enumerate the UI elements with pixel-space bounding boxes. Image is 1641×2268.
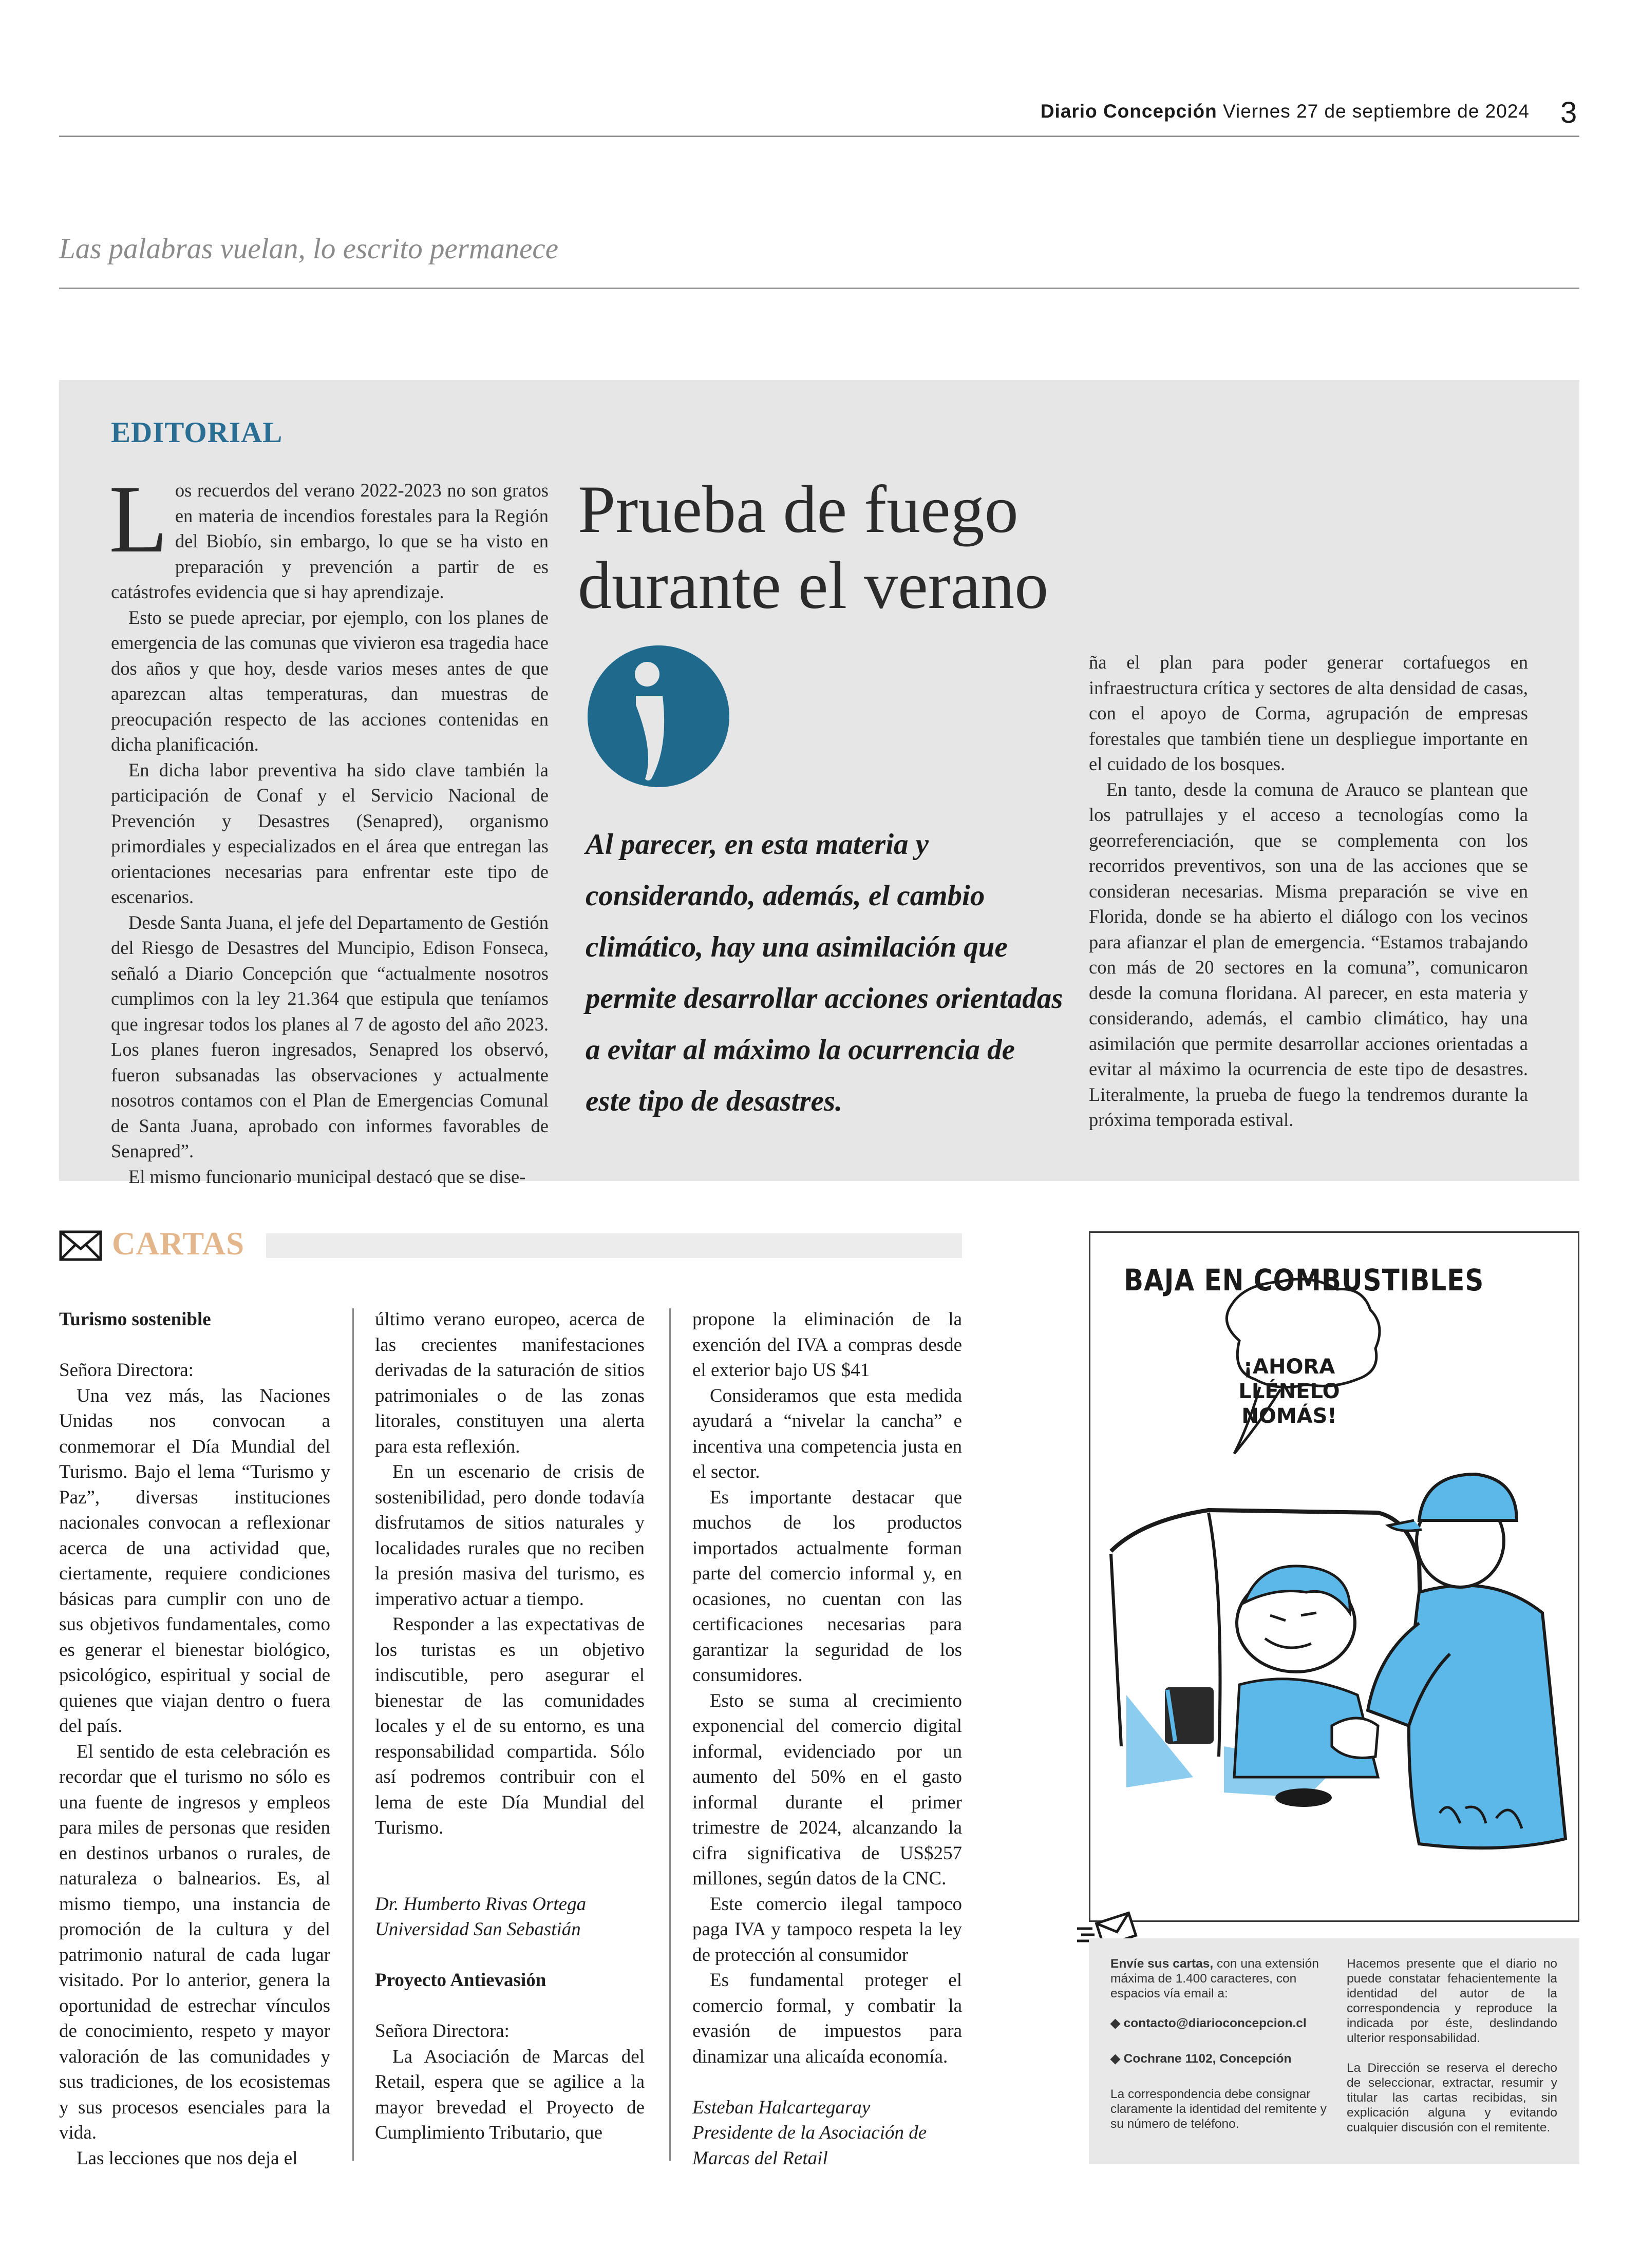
editorial-title-line: Prueba de fuego [578,471,1018,547]
column-divider [669,1308,671,2161]
letter-paragraph: Una vez más, las Naciones Unidas nos convocan a conmemorar el Día Mundial del Turismo. Bajo el lema “Turismo y Paz”, diversas instituciones nacionales convocan a reflexionar acerca de una actividad que, ciertamente, requiere condiciones básicas para cumplir con uno de sus objetivos fundamentales, como es generar el bienestar biológico, psicológico, espiritual y social de quienes que viajan dentro o fuera del país. [59,1385,330,1737]
letter-author: Esteban Halcartegaray [692,2097,871,2118]
info-icon [587,644,730,788]
letter-affiliation: Universidad San Sebastián [375,1919,581,1940]
cartoon-illustration [1090,1233,1578,1920]
cartas-label: CARTAS [112,1226,245,1262]
editorial-paragraph: os recuerdos del verano 2022-2023 no son gratos en materia de incendios forestales para la Región del Biobío, sin embargo, lo que se ha visto en preparación y prevención a partir de es catástrofes evidencia que si hay aprendizaje. [111,480,549,602]
section-motto: Las palabras vuelan, lo escrito permanece [59,233,559,265]
letter-paragraph: Esto se suma al crecimiento exponencial del comercio digital informal, evidenciado por un aumento del 50% en el gasto informal durante el primer trimestre de 2024, alcanzando la cifra significativa de US$257 millones, según datos de la CNC. [692,1690,962,1889]
envie-note: La correspondencia debe consignar claramente la identidad del remitente y su número de teléfono. [1110,2087,1327,2131]
editorial-paragraph: En tanto, desde la comuna de Arauco se plantean que los patrullajes y el acceso a tecnologías como la georreferenciación, que se complementa con los recorridos preventivos, son una de las acciones que se consideran necesarias. Misma preparación se vive en Florida, donde se ha abierto el diálogo con los vecinos para afianzar el plan de emergencia. “Estamos trabajando con más de 20 sectores en la comuna”, comunicaron desde la comuna floridana. Al parecer, en esta materia y considerando, además, el cambio climático, hay una asimilación que permite desarrollar acciones orientadas a evitar al máximo la ocurrencia de este tipo de desastres. Literalmente, la prueba de fuego la tendremos durante la próxima temporada estival. [1089,778,1528,1130]
letter-affiliation: Presidente de la Asociación de [692,2122,927,2143]
letter-paragraph: Es fundamental proteger el comercio formal, y combatir la evasión de impuestos para dinamizar una alicaída economía. [692,1970,962,2067]
motto-divider [59,288,1579,289]
cartoon-title: BAJA EN COMBUSTIBLES [1124,1263,1484,1298]
letters-column-3 [692,1307,962,2171]
header-divider [59,136,1579,137]
publication-name: Diario Concepción [1040,101,1217,122]
letters-column-1 [59,1307,330,2171]
editorial-title [578,471,1091,623]
editorial-column-left [109,465,549,1189]
letters-info-left: Envíe sus cartas, con una extensión máxima de 1.400 caracteres, con espacios vía email a: ◆ contacto@diarioconcepcion.cl ◆ Cochrane 1102, Concepción La correspondencia debe consignar claramente la identidad del remitente y su número de teléfono. [1110,1956,1331,2146]
disclaimer: La Dirección se reserva el derecho de seleccionar, extractar, resumir y titular las cartas recibidas, sin explicación alguna y evitando cualquier discusión con el remitente. [1347,2061,1557,2134]
envelope-icon [59,1230,102,1261]
pull-quote: Al parecer, en esta materia y considerando, además, el cambio climático, hay una asimilación que permite desarrollar acciones orientadas a evitar al máximo la ocurrencia de este tipo de desastres. [586,828,1063,1117]
letter-title: Turismo sostenible [59,1309,211,1330]
letter-paragraph: Responder a las expectativas de los turistas es un objetivo indiscutible, pero asegurar el bienestar de las comunidades locales y el de su entorno, es una responsabilidad compartida. Sólo así podremos contribuir con el lema de este Día Mundial del Turismo. [375,1614,645,1838]
envie-lead: Envíe sus cartas, [1110,1957,1214,1971]
letter-paragraph: propone la eliminación de la exención del IVA a compras desde el exterior bajo US $41 [692,1309,962,1381]
editorial-paragraph: En dicha labor preventiva ha sido clave también la participación de Conaf y el Servicio Nacional de Prevención y Desastres (Senapred), organismo primordiales y especializados en el área que entregan las orientaciones necesarias para enfrentar este tipo de escenarios. [111,759,549,907]
editorial-paragraph: Esto se puede apreciar, por ejemplo, con los planes de emergencia de las comunas que vivieron esa tragedia hace dos años y que hoy, desde varios meses antes de que aparezcan altas temperaturas, dan muestras de preocupación respecto de las acciones contenidas en dicha planificación. [111,606,549,755]
editorial-paragraph: El mismo funcionario municipal destacó que se dise- [128,1166,526,1187]
column-divider [352,1308,354,2161]
letter-paragraph: último verano europeo, acerca de las crecientes manifestaciones derivadas de la saturación de sitios patrimoniales o de las zonas litorales, constituyen una alerta para esta reflexión. [375,1309,645,1457]
editorial-label: EDITORIAL [111,416,283,449]
page-number: 3 [1560,96,1577,129]
editorial-paragraph: ña el plan para poder generar cortafuegos en infraestructura crítica y sectores de alta densidad de casas, con el apoyo de Corma, agrupación de empresas forestales que también tiene un despliegue importante en el cuidado de los bosques. [1089,652,1528,774]
letter-affiliation: Marcas del Retail [692,2147,828,2169]
contact-address: Cochrane 1102, Concepción [1123,2052,1292,2066]
cartas-header-bar [266,1233,962,1258]
letters-column-2 [375,1307,645,2146]
letter-paragraph: La Asociación de Marcas del Retail, espera que se agilice a la mayor brevedad el Proyecto de Cumplimiento Tributario, que [375,2046,645,2143]
publication-date: Viernes 27 de septiembre de 2024 [1223,101,1530,122]
letter-paragraph: El sentido de esta celebración es recordar que el turismo no sólo es una fuente de ingresos y empleos para miles de personas que residen en destinos urbanos o rurales, de naturaleza o balnearios. Es, al mismo tiempo, una instancia de promoción de la cultura y del patrimonio natural de cada lugar visitado. Por lo anterior, genera la oportunidad de estrechar vínculos de conocimiento, respeto y mayor valoración de las comunidades y sus tradiciones, de los ecosistemas y sus procesos esenciales para la vida. [59,1741,330,2143]
letter-paragraph: Las lecciones que nos deja el [77,2147,298,2169]
letter-paragraph: En un escenario de crisis de sostenibilidad, pero donde todavía disfrutamos de sitios naturales y localidades rurales que no reciben la presión masiva del turismo, es imperativo actuar a tiempo. [375,1461,645,1610]
letter-author: Dr. Humberto Rivas Ortega [375,1893,587,1915]
speech-bubble-text [1225,1355,1353,1428]
contact-email-link[interactable]: contacto@diarioconcepcion.cl [1123,2016,1307,2030]
editorial-column-right [1089,650,1528,1133]
dropcap: L [109,465,168,573]
speech-line: ¡AHORA [1243,1355,1335,1379]
letter-salutation: Señora Directora: [375,2021,510,2042]
letter-salutation: Señora Directora: [59,1360,194,1381]
speech-line: NOMÁS! [1241,1404,1337,1428]
letters-info-right [1347,1956,1557,2150]
disclaimer: Hacemos presente que el diario no puede constatar fehacientemente la identidad del autor de la correspondencia y reproduce la indicada por éste, deslindando ulterior responsabilidad. [1347,1957,1557,2045]
editorial-title-line: durante el verano [578,547,1049,623]
editorial-paragraph: Desde Santa Juana, el jefe del Departamento de Gestión del Riesgo de Desastres del Muncipio, Edison Fonseca, señaló a Diario Concepción que “actualmente nosotros cumplimos con la ley 21.364 que estipula que teníamos que ingresar todos los planes al 7 de agosto del año 2023. Los planes fueron ingresados, Senapred los observó, fueron subsanadas las observaciones y actualmente nosotros contamos con el Plan de Emergencias Comunal de Santa Juana, aprobado con informes favorables de Senapred”. [111,911,549,1161]
letter-paragraph: Es importante destacar que muchos de los productos importados actualmente forman parte del comercio informal y, en ocasiones, no cuentan con las certificaciones necesarias para garantizar la seguridad de los consumidores. [692,1486,962,1686]
letter-paragraph: Este comercio ilegal tampoco paga IVA y tampoco respeta la ley de protección al consumidor [692,1893,962,1966]
envie-lead-rest: con una extensión máxima de 1.400 caracteres, con espacios vía email a: [1110,1957,1319,2000]
header-line [1041,101,1530,122]
speech-line: LLÉNELO [1238,1380,1340,1403]
letter-paragraph: Consideramos que esta medida ayudará a “nivelar la cancha” e incentiva una competencia justa en el sector. [692,1385,962,1482]
letter-title: Proyecto Antievasión [375,1970,546,1991]
